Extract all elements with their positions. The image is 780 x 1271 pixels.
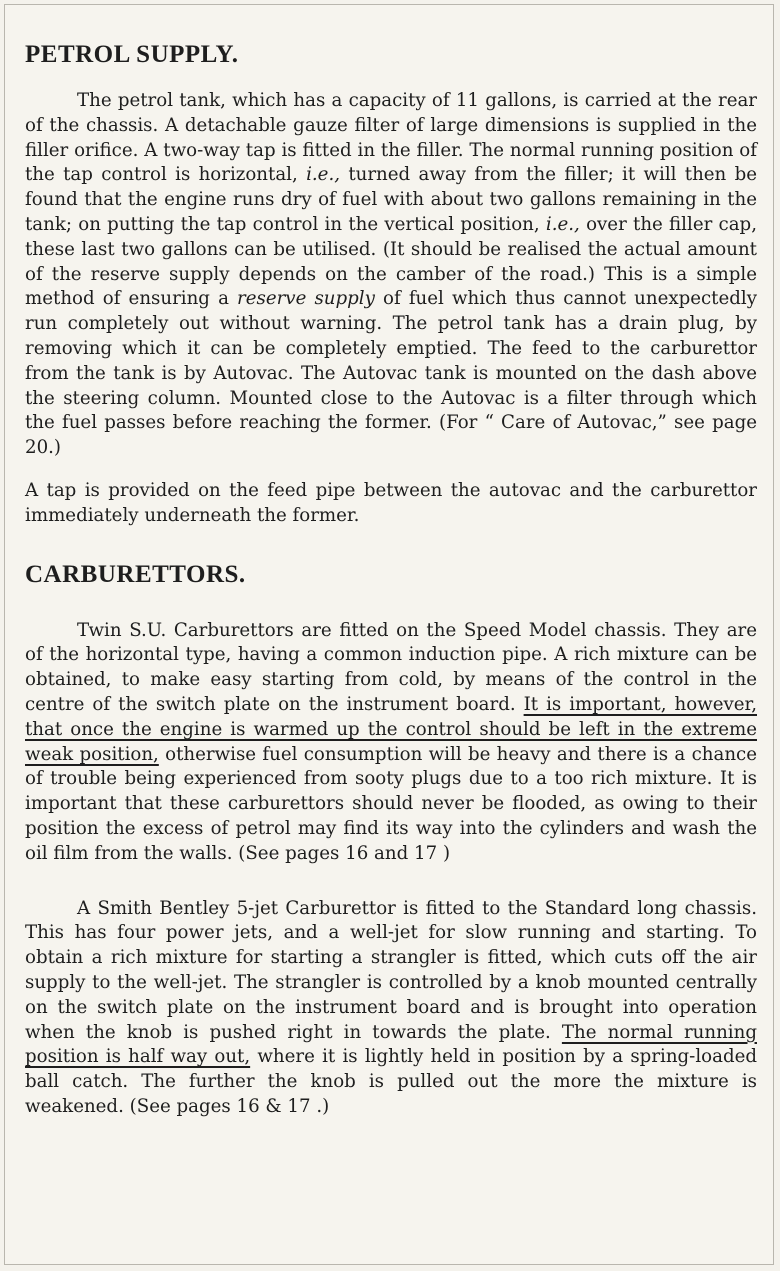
text-run: A Smith Bentley 5-jet Carburettor is fitted to the Standard long chassis. This has four power jets, and a well-jet for slow running and starting. To obtain a rich mixture for starting a strangler is fitted, which cuts off the air supply to the well-jet. The strangler is controlled by a knob mounted centrally on the switch plate on the instrument board and is brought into operation when the knob is pushed right in towards the plate. <box>25 897 757 1043</box>
carburettors-paragraph-1 <box>25 619 757 867</box>
underlined-text: It is important, however, that once the engine is warmed up the control should be left in the extreme weak position, <box>25 693 757 765</box>
italic-text: i.e., <box>545 213 580 235</box>
text-run: otherwise fuel consumption will be heavy and there is a chance of trouble being experienced from sooty plugs due to a too rich mixture. It is important that these carburettors should never be flooded, as owing to their position the excess of petrol may find its way into the cylinders and wash the oil film from the walls. (See pages 16 and 17 ) <box>25 743 757 864</box>
italic-text: reserve supply <box>237 288 375 310</box>
underlined-text: The normal running position is half way out, <box>25 1021 757 1068</box>
text-run: where it is lightly held in position by a spring-loaded ball catch. The further the knob is pulled out the more the mixture is weakened. (See pages 16 & 17 .) <box>25 1046 757 1117</box>
carburettors-paragraph-2 <box>25 897 757 1120</box>
text-run: of fuel which thus cannot unexpectedly run completely out without warning. The petrol tank has a drain plug, by removing which it can be completely emptied. The feed to the carburettor from the tank is by Autovac. The Autovac tank is mounted on the dash above the steering column. Mounted close to the Autovac is a filter through which the fuel passes before reaching the former. (For “ Care of Autovac,” see page 20.) <box>25 288 757 459</box>
petrol-supply-paragraph-1 <box>25 89 757 461</box>
petrol-supply-paragraph-2: A tap is provided on the feed pipe between the autovac and the carburettor immediately underneath the former. <box>25 479 757 526</box>
petrol-supply-heading: PETROL SUPPLY. <box>25 41 239 68</box>
text-run: over the filler cap, these last two gallons can be utilised. (It should be realised the actual amount of the reserve supply depends on the camber of the road.) This is a simple method of ensuring a <box>25 213 757 310</box>
text-run: Twin S.U. Carburettors are fitted on the Speed Model chassis. They are of the horizontal type, having a common induction pipe. A rich mixture can be obtained, to make easy starting from cold, by means of the control in the centre of the switch plate on the instrument board. <box>25 619 757 715</box>
carburettors-heading: CARBURETTORS. <box>25 560 246 588</box>
page-content <box>25 35 757 1120</box>
text-run: The petrol tank, which has a capacity of 11 gallons, is carried at the rear of the chassis. A detachable gauze filter of large dimensions is supplied in the filler orifice. A two-way tap is fitted in the filler. The normal running position of the tap control is horizontal, <box>25 90 757 186</box>
italic-text: i.e., <box>306 164 341 186</box>
text-run: turned away from the filler; it will then be found that the engine runs dry of fuel with about two gallons remaining in the tank; on putting the tap control in the vertical position, <box>25 164 757 235</box>
document-page <box>4 4 774 1265</box>
